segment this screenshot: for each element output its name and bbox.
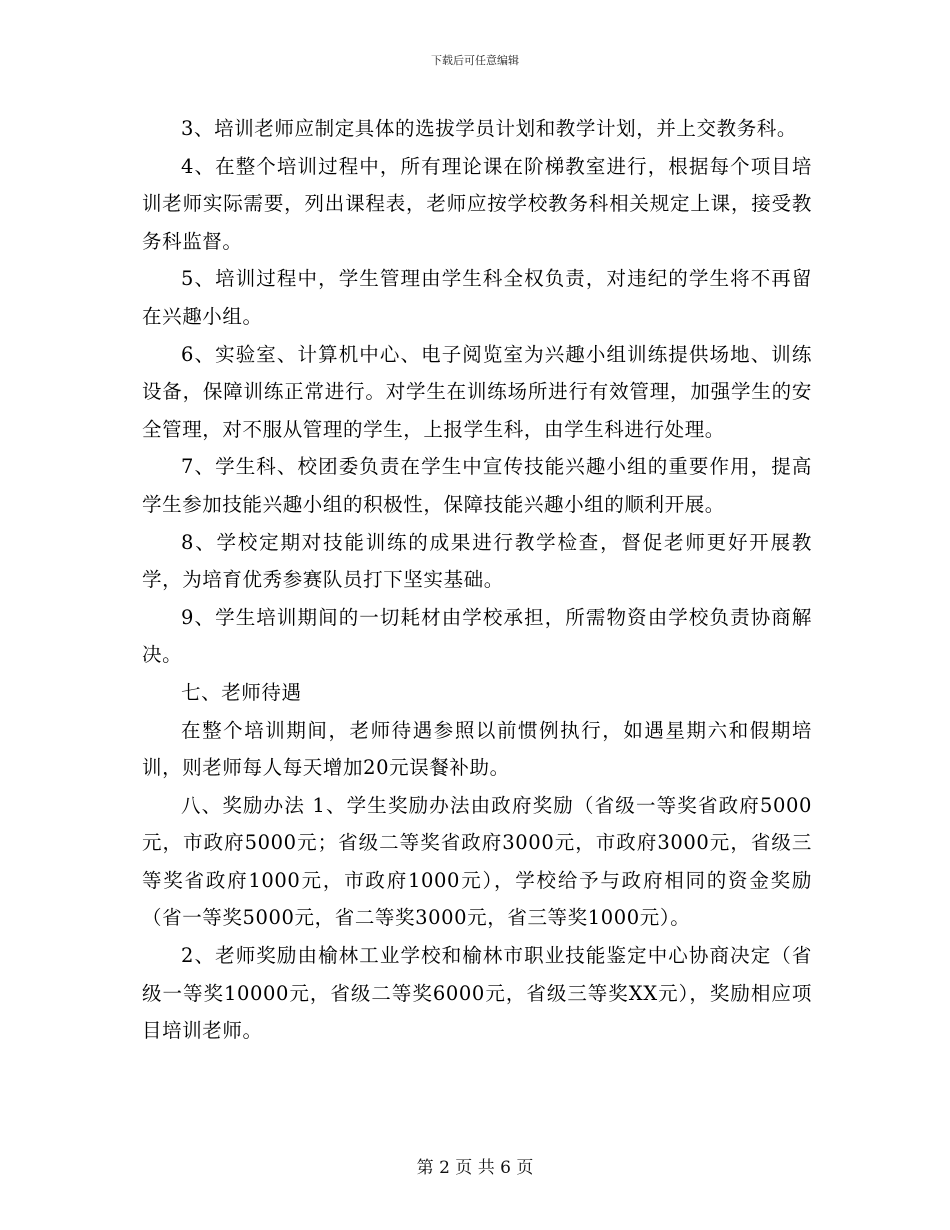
paragraph-teacher-treatment: 在整个培训期间，老师待遇参照以前惯例执行，如遇星期六和假期培训，则老师每人每天增加20元误餐补助。 xyxy=(142,718,812,780)
paragraph-reward-teachers: 2、老师奖励由榆林工业学校和榆林市职业技能鉴定中心协商决定（省级一等奖10000元，省级二等奖6000元，省级三等奖XX元），奖励相应项目培训老师。 xyxy=(142,944,812,1043)
paragraph-reward-students: 八、奖励办法 1、学生奖励办法由政府奖励（省级一等奖省政府5000元，市政府5000元；省级二等奖省政府3000元，市政府3000元，省级三等奖省政府1000元，市政府1000元），学校给予与政府相同的资金奖励（省一等奖5000元，省二等奖3000元，省三等奖1000元）。 xyxy=(142,793,812,930)
paragraph-item-4: 4、在整个培训过程中，所有理论课在阶梯教室进行，根据每个项目培训老师实际需要，列出课程表，老师应按学校教务科相关规定上课，接受教务科监督。 xyxy=(142,154,812,253)
paragraph-item-9: 9、学生培训期间的一切耗材由学校承担，所需物资由学校负责协商解决。 xyxy=(142,605,812,667)
page-footer: 第 2 页 共 6 页 xyxy=(416,1158,534,1178)
paragraph-item-5: 5、培训过程中，学生管理由学生科全权负责，对违纪的学生将不再留在兴趣小组。 xyxy=(142,267,812,328)
paragraph-item-7: 7、学生科、校团委负责在学生中宣传技能兴趣小组的重要作用，提高学生参加技能兴趣小组的积极性，保障技能兴趣小组的顺利开展。 xyxy=(142,455,812,516)
page-header: 下载后可任意编辑 xyxy=(431,54,519,67)
paragraph-item-3: 3、培训老师应制定具体的选拔学员计划和教学计划，并上交教务科。 xyxy=(181,117,798,140)
document-body xyxy=(142,110,812,1050)
section-heading-teacher-treatment: 七、老师待遇 xyxy=(181,680,302,704)
paragraph-item-6: 6、实验室、计算机中心、电子阅览室为兴趣小组训练提供场地、训练设备，保障训练正常进行。对学生在训练场所进行有效管理，加强学生的安全管理，对不服从管理的学生，上报学生科，由学生科进行处理。 xyxy=(142,342,812,441)
paragraph-item-8: 8、学校定期对技能训练的成果进行教学检查，督促老师更好开展教学，为培育优秀参赛队员打下坚实基础。 xyxy=(142,530,812,592)
